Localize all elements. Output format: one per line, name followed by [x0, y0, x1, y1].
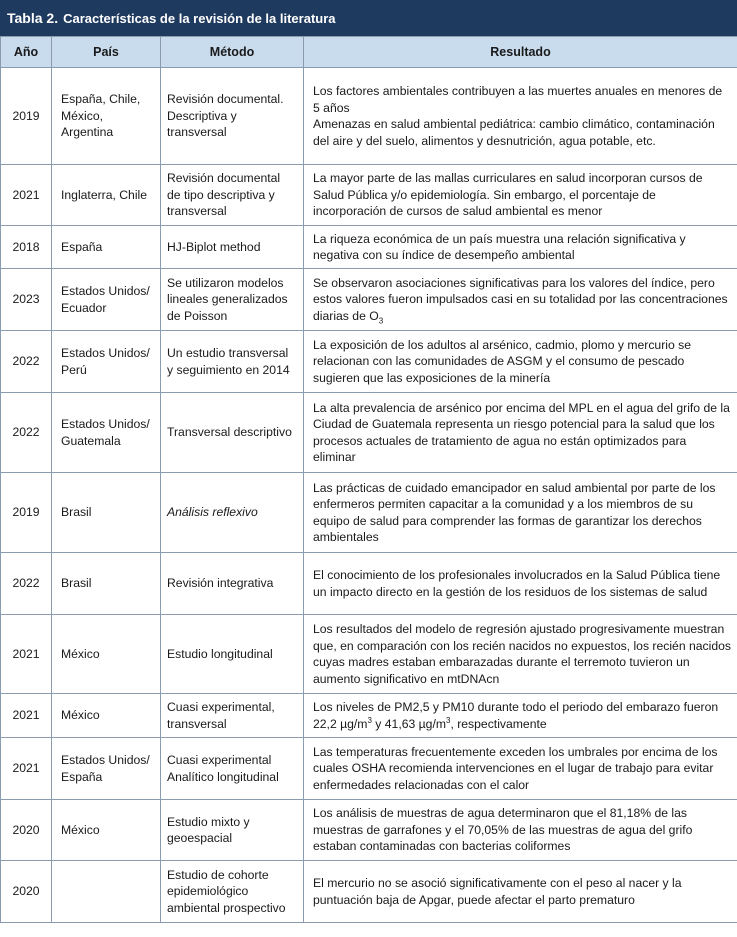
result-text: y 41,63 µg/m [371, 716, 446, 731]
cell-method: Revisión documental. Descriptiva y transversal [161, 68, 304, 165]
cell-result: Los análisis de muestras de agua determinaron que el 81,18% de las muestras de garrafones y el 70,05% de las muestras de agua del grifo estaban contaminadas con bacterias coliformes [304, 800, 737, 861]
cell-country: Estados Unidos/ España [52, 738, 161, 800]
result-text: , respectivamente [450, 716, 547, 731]
cell-result: Los resultados del modelo de regresión ajustado progresivamente muestran que, en comparación con los recién nacidos no expuestos, los recién nacidos cuyas madres estaban embarazadas durante el terremoto tuvieron un aumento significativo en mtDNAcn [304, 615, 737, 694]
table-row [1, 68, 737, 165]
header-year: Año [1, 37, 52, 68]
cell-year: 2020 [1, 861, 52, 923]
cell-country: México [52, 800, 161, 861]
cell-country: Estados Unidos/ Perú [52, 331, 161, 393]
cell-result: Las temperaturas frecuentemente exceden los umbrales por encima de los cuales OSHA recomienda intervenciones en el lugar de trabajo para evitar enfermedades relacionadas con el calor [304, 738, 737, 800]
cell-result: La exposición de los adultos al arsénico, cadmio, plomo y mercurio se relacionan con las comunidades de ASGM y el consumo de pescado sugieren que las exposiciones de la minería [304, 331, 737, 393]
table-label: Tabla 2. [7, 10, 59, 26]
cell-country: España, Chile, México, Argentina [52, 68, 161, 165]
cell-result: El mercurio no se asoció significativamente con el peso al nacer y la puntuación baja de Apgar, puede afectar el parto prematuro [304, 861, 737, 923]
cell-country: Brasil [52, 553, 161, 615]
cell-country: Estados Unidos/ Ecuador [52, 269, 161, 331]
cell-result [304, 269, 737, 331]
cell-result: La alta prevalencia de arsénico por encima del MPL en el agua del grifo de la Ciudad de Guatemala representa un riesgo potencial para la salud que los procesos actuales de tratamiento de agua no están optimizados para eliminar [304, 393, 737, 473]
cell-method: Estudio longitudinal [161, 615, 304, 694]
cell-year: 2021 [1, 738, 52, 800]
table-header-row [1, 37, 737, 68]
result-line: Amenazas en salud ambiental pediátrica: cambio climático, contaminación del aire y del suelo, alimentos y desnutrición, agua potable, etc. [313, 117, 715, 148]
result-line: Los factores ambientales contribuyen a las muertes anuales en menores de 5 años [313, 84, 723, 115]
table-row [1, 553, 737, 615]
table-row [1, 331, 737, 393]
cell-year: 2022 [1, 331, 52, 393]
cell-country: España [52, 226, 161, 269]
cell-country: Inglaterra, Chile [52, 165, 161, 226]
cell-method: Estudio de cohorte epidemiológico ambiental prospectivo [161, 861, 304, 923]
cell-year: 2021 [1, 165, 52, 226]
cell-country: Brasil [52, 473, 161, 553]
cell-country [52, 861, 161, 923]
table-row [1, 165, 737, 226]
cell-method: Cuasi experimental Analítico longitudinal [161, 738, 304, 800]
cell-method: Revisión documental de tipo descriptiva y transversal [161, 165, 304, 226]
cell-method: Estudio mixto y geoespacial [161, 800, 304, 861]
cell-method: Se utilizaron modelos lineales generalizados de Poisson [161, 269, 304, 331]
cell-year: 2023 [1, 269, 52, 331]
literature-review-table [0, 36, 737, 923]
table-row [1, 393, 737, 473]
subscript: 3 [378, 316, 384, 326]
table-row [1, 800, 737, 861]
result-text: Los niveles de PM2,5 y PM10 durante todo el periodo del embarazo fueron 22,2 µg/m [313, 700, 719, 731]
cell-result: Las prácticas de cuidado emancipador en salud ambiental por parte de los enfermeros permiten capacitar a la comunidad y a los miembros de su equipo de salud para comprender las formas de garantizar los derechos ambientales [304, 473, 737, 553]
cell-country: México [52, 694, 161, 738]
table-row [1, 269, 737, 331]
cell-result [304, 68, 737, 165]
cell-method: Transversal descriptivo [161, 393, 304, 473]
table-caption [0, 0, 737, 36]
table-row [1, 615, 737, 694]
header-result: Resultado [304, 37, 737, 68]
superscript: 3 [446, 715, 451, 725]
cell-year: 2021 [1, 615, 52, 694]
cell-result [304, 694, 737, 738]
cell-country: México [52, 615, 161, 694]
cell-result: La riqueza económica de un país muestra una relación significativa y negativa con su índice de desempeño ambiental [304, 226, 737, 269]
cell-method: Un estudio transversal y seguimiento en 2014 [161, 331, 304, 393]
cell-method: Revisión integrativa [161, 553, 304, 615]
table-row [1, 473, 737, 553]
result-text: Se observaron asociaciones significativas para los valores del índice, pero estos valores fueron impulsados casi en su totalidad por las concentraciones diarias de O [313, 275, 728, 323]
table-row [1, 226, 737, 269]
table-title: Características de la revisión de la literatura [63, 10, 336, 26]
cell-method: Cuasi experimental, transversal [161, 694, 304, 738]
header-method: Método [161, 37, 304, 68]
cell-method: HJ-Biplot method [161, 226, 304, 269]
cell-year: 2021 [1, 694, 52, 738]
superscript: 3 [367, 715, 372, 725]
cell-year: 2019 [1, 473, 52, 553]
cell-year: 2020 [1, 800, 52, 861]
table-row [1, 738, 737, 800]
cell-result: La mayor parte de las mallas curriculares en salud incorporan cursos de Salud Pública y/o epidemiología. Sin embargo, el porcentaje de incorporación de cursos de salud ambiental es menor [304, 165, 737, 226]
cell-method: Análisis reflexivo [161, 473, 304, 553]
cell-result: El conocimiento de los profesionales involucrados en la Salud Pública tiene un impacto directo en la gestión de los residuos de los sistemas de salud [304, 553, 737, 615]
table-row [1, 861, 737, 923]
cell-year: 2018 [1, 226, 52, 269]
header-country: País [52, 37, 161, 68]
cell-year: 2019 [1, 68, 52, 165]
cell-country: Estados Unidos/ Guatemala [52, 393, 161, 473]
cell-year: 2022 [1, 553, 52, 615]
cell-year: 2022 [1, 393, 52, 473]
table-row [1, 694, 737, 738]
